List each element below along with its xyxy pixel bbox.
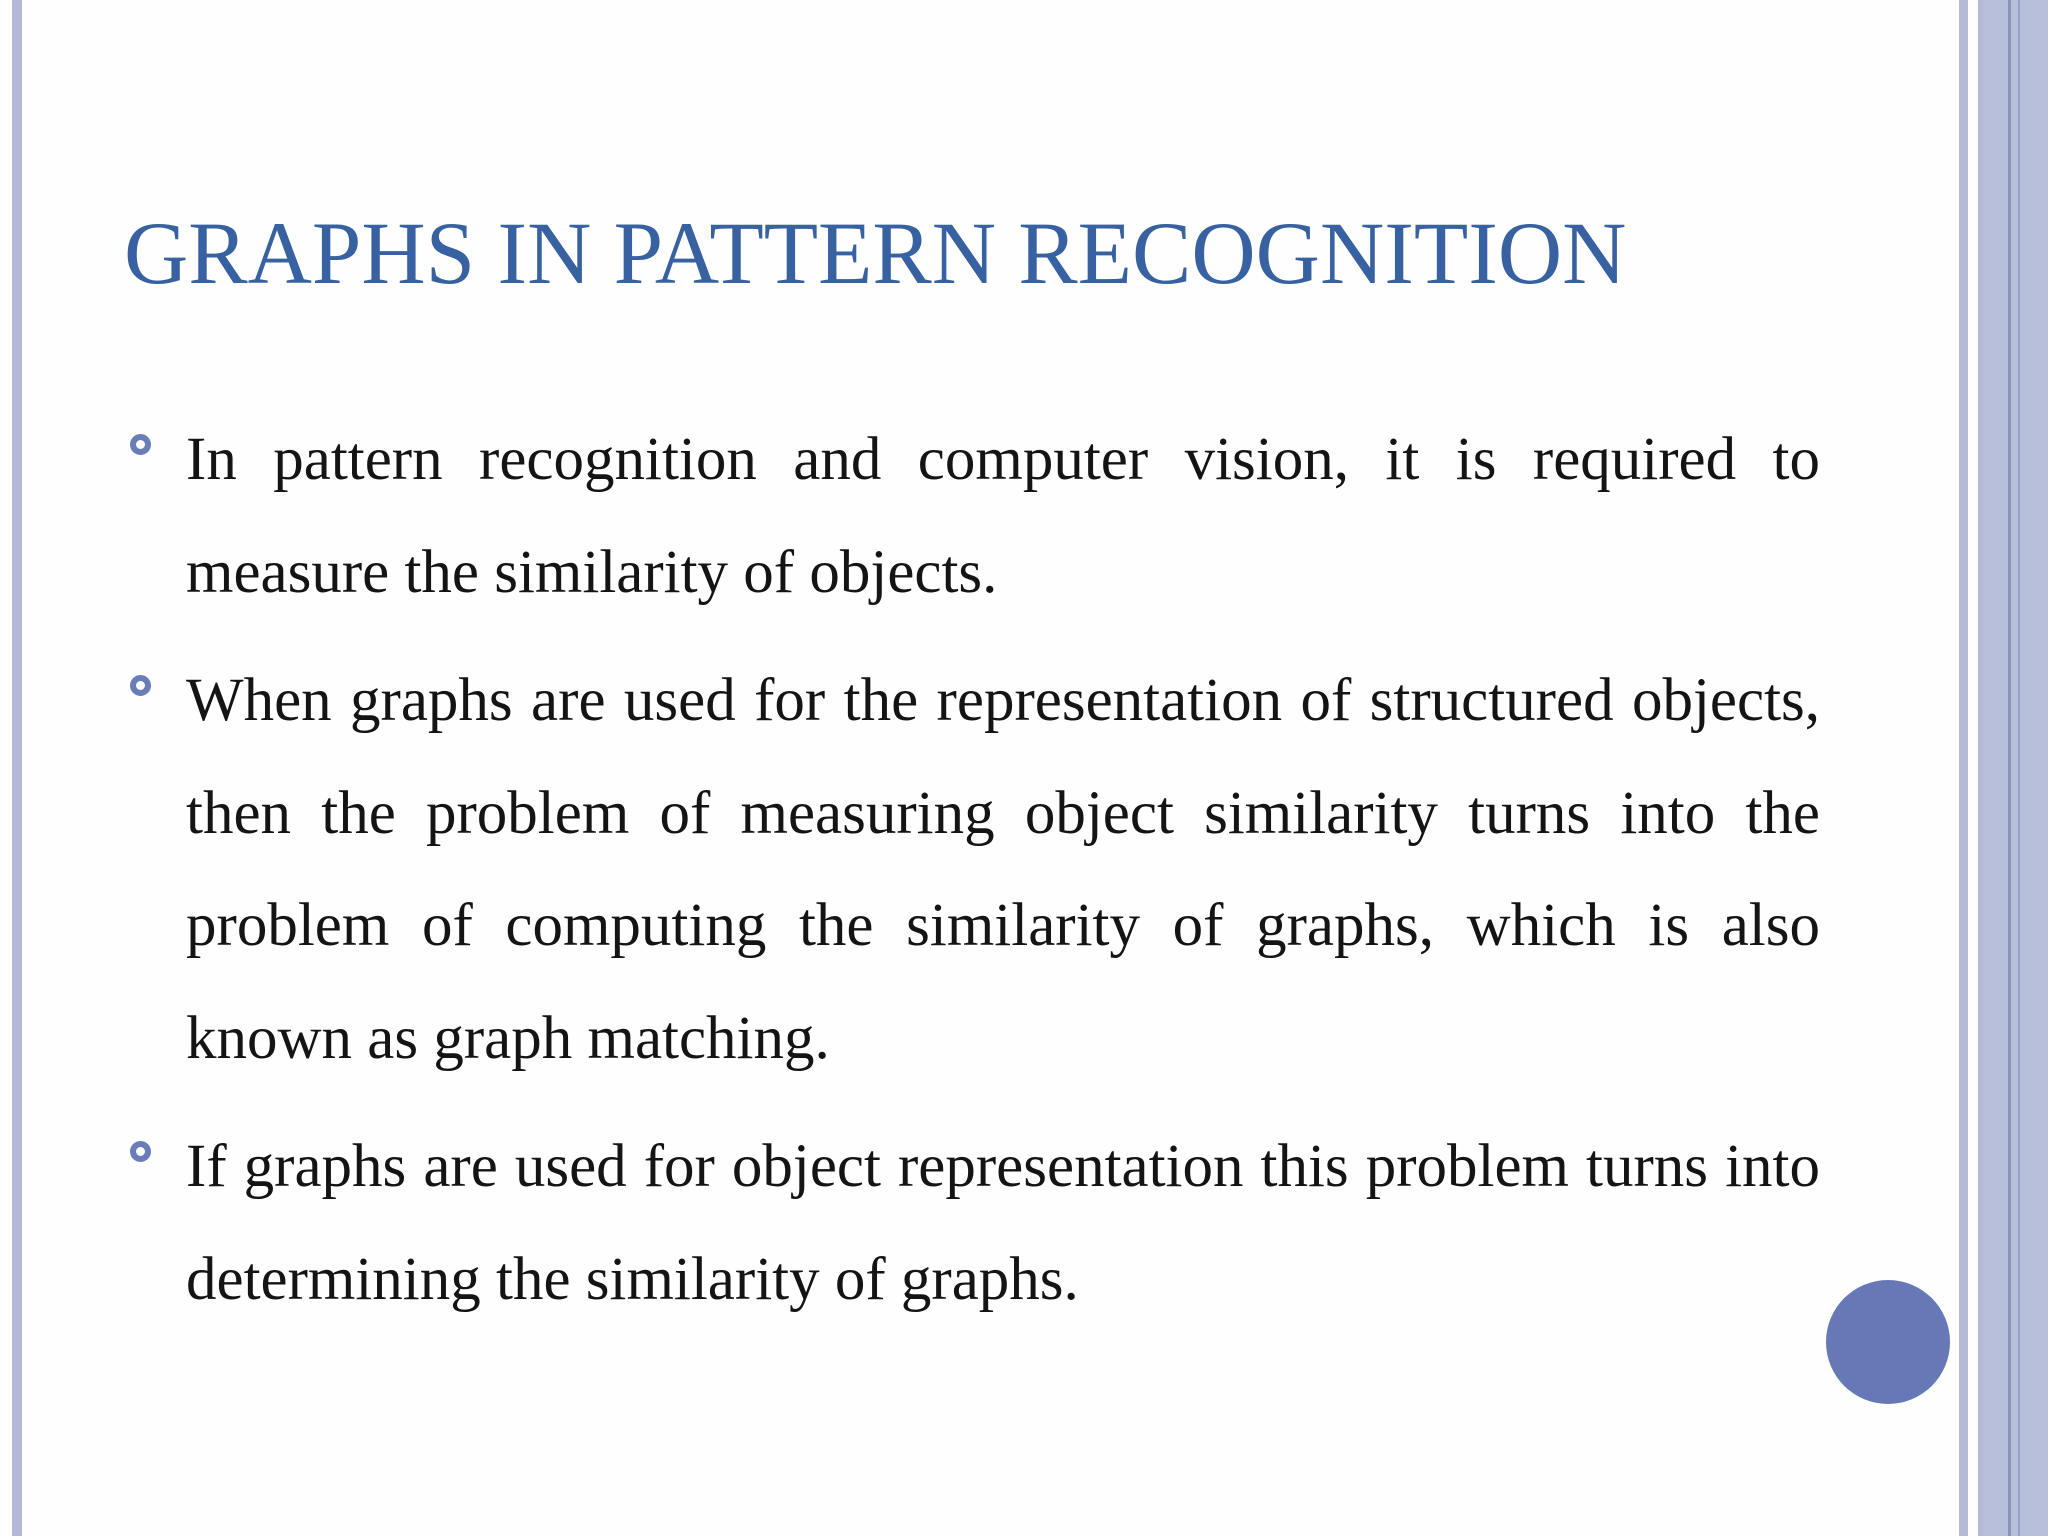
right-frame-band: [1983, 0, 2048, 1536]
bullet-text: In pattern recognition and computer vision, it is required to measure the similarity of objects.: [186, 426, 1820, 606]
bullet-list: [130, 404, 1820, 1352]
hollow-circle-bullet-icon: [130, 675, 151, 696]
right-frame-band-stripe: [2008, 0, 2011, 1536]
left-frame-bar: [12, 0, 22, 1536]
right-frame-line: [1959, 0, 1968, 1536]
hollow-circle-bullet-icon: [130, 434, 151, 455]
bullet-text: When graphs are used for the representation of structured objects, then the problem of measuring object similarity turns into the problem of computing the similarity of graphs, which is also known as graph matching.: [186, 667, 1820, 1072]
bullet-item: [130, 404, 1820, 629]
filled-circle-icon: [1826, 1280, 1950, 1404]
hollow-circle-bullet-icon: [130, 1141, 151, 1162]
bullet-item: [130, 645, 1820, 1095]
bullet-text: If graphs are used for object representation this problem turns into determining the similarity of graphs.: [186, 1133, 1820, 1313]
right-frame-band-stripe-2: [2018, 0, 2020, 1536]
bullet-item: [130, 1111, 1820, 1336]
slide-title: GRAPHS IN PATTERN RECOGNITION: [124, 205, 1627, 303]
